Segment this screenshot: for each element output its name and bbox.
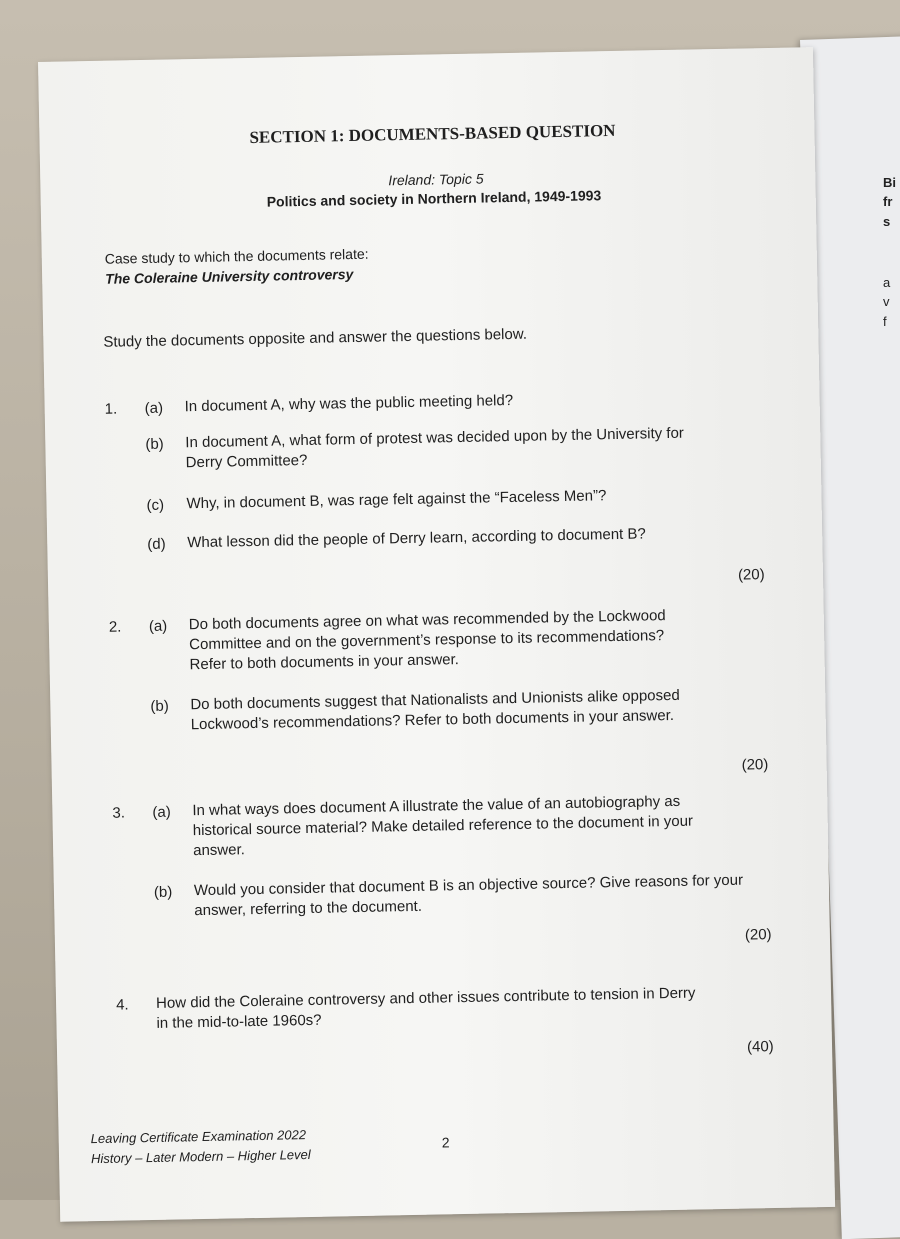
marks-label: (20) [744,926,772,944]
instruction: Study the documents opposite and answer the questions below. [103,325,528,351]
adjacent-page-text: f [883,314,887,329]
question-text: How did the Coleraine controversy and other issues contribute to tension in Derry [155,984,696,1012]
question-number: 3. [112,804,126,822]
footer-subject: History – Later Modern – Higher Level [90,1146,311,1167]
question-part-label: (b) [153,883,173,901]
question-part-label: (a) [152,803,171,821]
topic-subtitle: Politics and society in Northern Ireland, 1949-1993 [266,187,602,210]
question-text: historical source material? Make detailed reference to the document in your [192,812,694,840]
question-number: 4. [115,996,129,1014]
question-text: Why, in document B, was rage felt against the “Faceless Men”? [186,487,607,513]
exam-page [38,47,835,1222]
question-text: In what ways does document A illustrate the value of an autobiography as [192,792,681,820]
topic-label: Ireland: Topic 5 [388,170,484,189]
section-title: SECTION 1: DOCUMENTS-BASED QUESTION [249,120,616,147]
adjacent-page-text: s [883,214,891,229]
adjacent-page-text: fr [883,194,893,209]
question-text: What lesson did the people of Derry learn, according to document B? [187,525,646,552]
question-part-label: (d) [147,535,166,553]
question-text: in the mid-to-late 1960s? [156,1011,322,1032]
question-part-label: (c) [146,496,165,514]
footer-exam-name: Leaving Certificate Examination 2022 [90,1127,307,1147]
question-text: Derry Committee? [185,451,308,472]
question-part-label: (b) [150,697,169,715]
question-text: Refer to both documents in your answer. [189,651,460,674]
case-study-name: The Coleraine University controversy [105,265,354,287]
question-text: Committee and on the government’s response to its recommendations? [189,627,665,654]
question-text: Lockwood’s recommendations? Refer to both documents in your answer. [190,706,675,734]
question-text: Would you consider that document B is an objective source? Give reasons for your [193,871,744,900]
question-text: Do both documents suggest that Nationalists and Unionists alike opposed [190,686,680,714]
page-number: 2 [441,1134,450,1151]
question-text: In document A, why was the public meeting held? [184,391,514,416]
question-text: In document A, what form of protest was decided upon by the University for [185,424,685,452]
adjacent-page-text: a [883,275,891,290]
adjacent-page-text: Bi [883,175,896,190]
adjacent-page-text: v [883,294,890,309]
question-part-label: (a) [144,399,164,418]
marks-label: (20) [737,566,765,584]
question-number: 2. [108,618,122,636]
question-part-label: (a) [148,617,168,635]
question-text: answer, referring to the document. [194,897,423,920]
case-study-label: Case study to which the documents relate: [104,245,369,267]
question-text: answer. [193,841,246,860]
marks-label: (40) [746,1038,774,1056]
question-number: 1. [104,400,118,418]
question-text: Do both documents agree on what was recommended by the Lockwood [188,607,666,634]
question-part-label: (b) [145,435,164,454]
marks-label: (20) [741,756,769,774]
